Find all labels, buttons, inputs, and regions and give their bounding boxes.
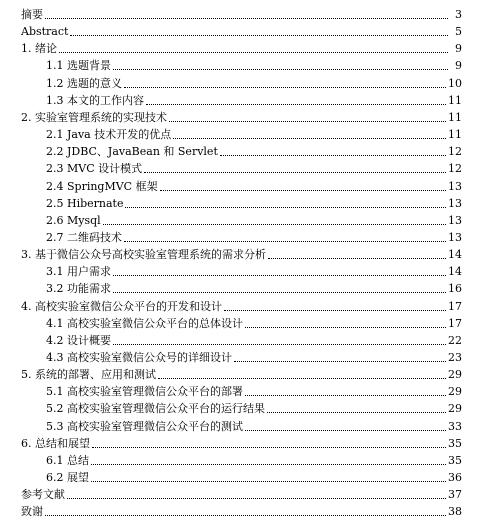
toc-entry-page-number: 3 <box>455 8 462 21</box>
toc-entry[interactable] <box>0 107 462 124</box>
toc-entry[interactable] <box>0 227 462 244</box>
toc-entry-page-number: 13 <box>448 213 462 227</box>
toc-dot-leader <box>146 103 446 105</box>
toc-entry[interactable] <box>0 364 462 381</box>
toc-entry[interactable] <box>0 296 462 313</box>
toc-dot-leader <box>160 189 446 191</box>
toc-entry[interactable] <box>0 176 462 193</box>
toc-entry-title: 3.2 功能需求 <box>46 282 111 296</box>
toc-entry-page-number: 37 <box>448 488 462 502</box>
toc-entry[interactable] <box>0 381 462 398</box>
toc-dot-leader <box>234 360 446 362</box>
toc-dot-leader <box>113 291 446 293</box>
toc-entry-title: 1.2 选题的意义 <box>46 76 122 90</box>
toc-entry[interactable] <box>0 278 462 295</box>
toc-dot-leader <box>268 257 446 259</box>
toc-dot-leader <box>45 514 446 516</box>
toc-entry-page-number: 14 <box>448 248 462 262</box>
toc-entry-page-number: 14 <box>448 265 462 279</box>
toc-entry-title: 2.6 Mysql <box>46 213 101 227</box>
toc-entry[interactable] <box>0 398 462 415</box>
toc-entry[interactable] <box>0 244 462 261</box>
toc-entry-title: 2.4 SpringMVC 框架 <box>46 179 158 193</box>
toc-dot-leader <box>245 394 446 396</box>
toc-dot-leader <box>124 86 446 88</box>
toc-dot-leader <box>70 34 448 36</box>
toc-dot-leader <box>91 480 446 482</box>
toc-entry-page-number: 13 <box>448 196 462 210</box>
toc-entry-title: 5.1 高校实验室管理微信公众平台的部署 <box>46 385 243 399</box>
toc-dot-leader <box>92 446 446 448</box>
toc-entry[interactable] <box>0 261 462 278</box>
toc-entry-title: 1. 绪论 <box>21 42 57 56</box>
toc-entry-page-number: 36 <box>448 471 462 485</box>
toc-entry-page-number: 11 <box>448 128 462 142</box>
toc-entry-page-number: 12 <box>448 145 462 159</box>
toc-entry-title: 3. 基于微信公众号高校实验室管理系统的需求分析 <box>21 248 266 262</box>
toc-entry-title: 2.1 Java 技术开发的优点 <box>46 128 172 142</box>
toc-entry[interactable] <box>0 141 462 158</box>
toc-entry-title: 1.3 本文的工作内容 <box>46 93 144 107</box>
toc-entry[interactable] <box>0 330 462 347</box>
toc-entry[interactable] <box>0 484 462 501</box>
toc-entry-page-number: 22 <box>448 333 462 347</box>
toc-dot-leader <box>245 326 446 328</box>
toc-entry-title: 6. 总结和展望 <box>21 436 90 450</box>
toc-dot-leader <box>103 223 446 225</box>
toc-entry-page-number: 13 <box>448 179 462 193</box>
toc-entry-page-number: 29 <box>448 402 462 416</box>
toc-dot-leader <box>224 309 446 311</box>
toc-entry[interactable] <box>0 124 462 141</box>
toc-entry-title: 5. 系统的部署、应用和测试 <box>21 368 156 382</box>
toc-dot-leader <box>45 17 448 19</box>
toc-entry-title: 2.5 Hibernate <box>46 196 124 210</box>
toc-entry-title: 2.3 MVC 设计模式 <box>46 162 143 176</box>
toc-entry-page-number: 17 <box>448 316 462 330</box>
toc-entry-page-number: 29 <box>448 385 462 399</box>
toc-entry-title: 摘要 <box>21 8 43 21</box>
toc-entry-title: 5.2 高校实验室管理微信公众平台的运行结果 <box>46 402 265 416</box>
toc-entry-title: 4.3 高校实验室微信公众号的详细设计 <box>46 351 232 364</box>
toc-entry-page-number: 13 <box>448 230 462 244</box>
toc-dot-leader <box>245 429 446 431</box>
toc-entry-page-number: 11 <box>448 93 462 107</box>
toc-entry[interactable] <box>0 21 462 38</box>
toc-entry-page-number: 12 <box>448 162 462 176</box>
toc-entry-title: 4.2 设计概要 <box>46 333 111 347</box>
toc-entry-page-number: 38 <box>448 505 462 518</box>
toc-dot-leader <box>125 206 446 208</box>
toc-dot-leader <box>144 171 446 173</box>
toc-entry-page-number: 35 <box>448 436 462 450</box>
toc-entry-page-number: 33 <box>448 419 462 433</box>
toc-entry[interactable] <box>0 73 462 90</box>
toc-entry[interactable] <box>0 38 462 55</box>
toc-entry-page-number: 9 <box>455 42 462 56</box>
toc-entry-title: 2.7 二维码技术 <box>46 230 122 244</box>
toc-entry[interactable] <box>0 467 462 484</box>
toc-entry-page-number: 35 <box>448 453 462 467</box>
toc-entry[interactable] <box>0 416 462 433</box>
toc-entry-title: 6.1 总结 <box>46 453 89 467</box>
toc-entry-title: 4.1 高校实验室微信公众平台的总体设计 <box>46 316 243 330</box>
toc-entry[interactable] <box>0 450 462 467</box>
toc-entry[interactable] <box>0 193 462 210</box>
toc-entry[interactable] <box>0 158 462 175</box>
toc-dot-leader <box>67 497 446 499</box>
toc-dot-leader <box>220 154 446 156</box>
toc-dot-leader <box>59 51 448 53</box>
toc-entry[interactable] <box>0 313 462 330</box>
toc-entry-title: 致谢 <box>21 505 43 518</box>
toc-entry-title: 1.1 选题背景 <box>46 59 111 73</box>
toc-dot-leader <box>158 377 446 379</box>
toc-entry-page-number: 16 <box>448 282 462 296</box>
toc-dot-leader <box>169 120 446 122</box>
toc-dot-leader <box>113 343 446 345</box>
toc-entry-title: 5.3 高校实验室管理微信公众平台的测试 <box>46 419 243 433</box>
toc-entry[interactable] <box>0 55 462 72</box>
toc-entry-page-number: 29 <box>448 368 462 382</box>
toc-dot-leader <box>113 68 448 70</box>
toc-entry[interactable] <box>0 433 462 450</box>
toc-dot-leader <box>124 240 446 242</box>
toc-entry-title: 3.1 用户需求 <box>46 265 111 279</box>
toc-dot-leader <box>113 274 446 276</box>
toc-entry-title: 6.2 展望 <box>46 471 89 485</box>
toc-entry-page-number: 17 <box>448 299 462 313</box>
toc-entry[interactable] <box>0 4 462 21</box>
toc-entry-title: 参考文献 <box>21 488 65 502</box>
toc-entry-page-number: 9 <box>455 59 462 73</box>
toc-entry-page-number: 23 <box>448 351 462 364</box>
toc-dot-leader <box>267 411 446 413</box>
toc-entry-page-number: 5 <box>455 25 462 39</box>
toc-dot-leader <box>173 137 446 139</box>
toc-entry-title: 2. 实验室管理系统的实现技术 <box>21 110 167 124</box>
toc-entry[interactable] <box>0 501 462 518</box>
toc-entry-page-number: 10 <box>448 76 462 90</box>
toc-entry-title: 4. 高校实验室微信公众平台的开发和设计 <box>21 299 222 313</box>
toc-entry-title: 2.2 JDBC、JavaBean 和 Servlet <box>46 145 218 159</box>
toc-dot-leader <box>91 463 446 465</box>
toc-entry[interactable] <box>0 347 462 364</box>
toc-entry-page-number: 11 <box>448 110 462 124</box>
toc-entry[interactable] <box>0 210 462 227</box>
toc-entry-title: Abstract <box>21 25 69 39</box>
toc-entry[interactable] <box>0 90 462 107</box>
